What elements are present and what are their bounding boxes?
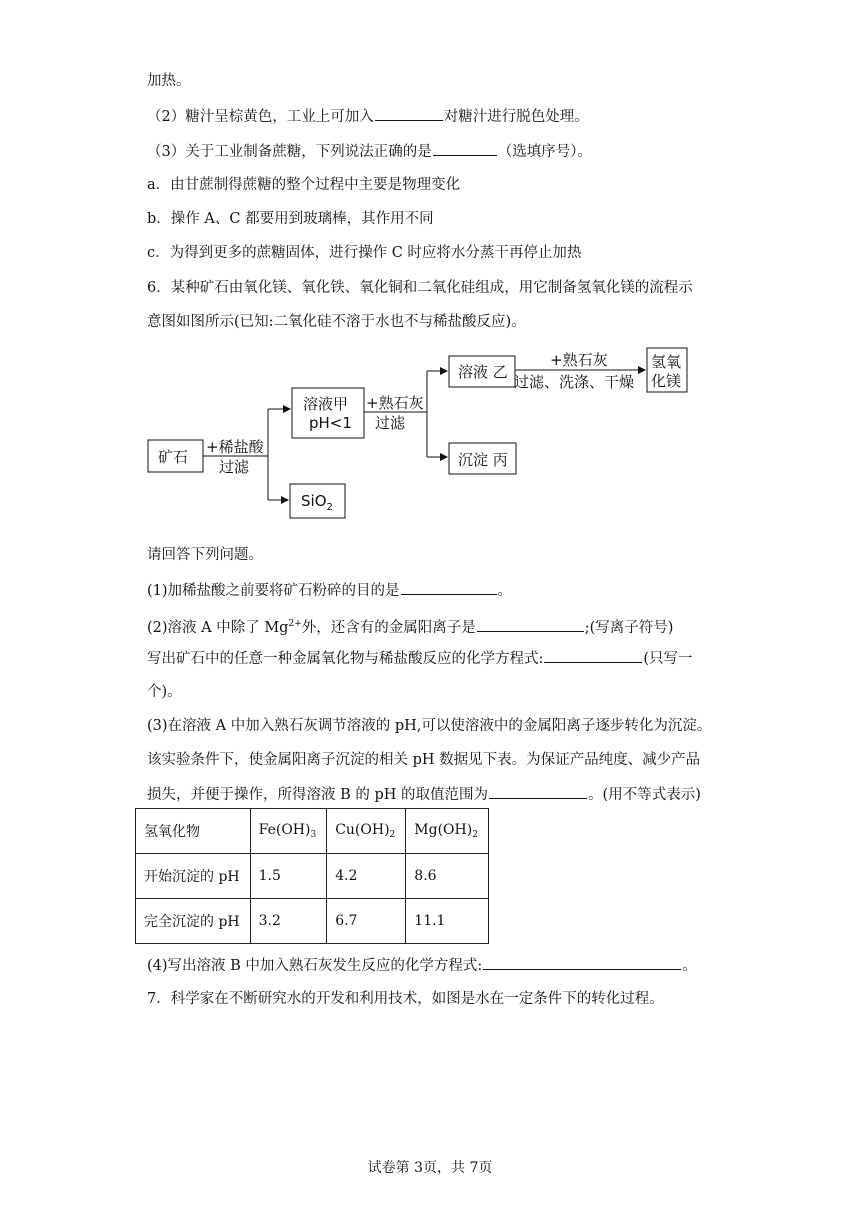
question-7: 7．科学家在不断研究水的开发和利用技术，如图是水在一定条件下的转化过程。: [147, 991, 664, 1007]
table-cell: 3.2: [250, 899, 327, 944]
part-4-end: 。: [682, 958, 697, 974]
superscript: 2+: [288, 619, 302, 629]
answer-blank[interactable]: [433, 141, 497, 156]
label-ph: pH<1: [309, 414, 352, 432]
part-2-text: (2)溶液 A 中除了 Mg: [147, 620, 289, 636]
option-c: c．为得到更多的蔗糖固体，进行操作 C 时应将水分蒸干再停止加热: [147, 245, 582, 261]
table-cell: 11.1: [406, 899, 489, 944]
table-cell: 4.2: [327, 854, 406, 899]
question-3: [147, 141, 592, 162]
label-product-2: 化镁: [651, 372, 682, 390]
label-product-1: 氢氧: [651, 353, 682, 371]
part-2-continued: 个)。: [147, 684, 182, 700]
answer-blank[interactable]: [483, 955, 681, 970]
answer-blank[interactable]: [477, 617, 584, 632]
label-solution-b: 溶液 乙: [458, 363, 508, 381]
part-1-text: (1)加稀盐酸之前要将矿石粉碎的目的是: [147, 583, 400, 599]
answer-blank[interactable]: [375, 106, 443, 121]
part-4-text: (4)写出溶液 B 中加入熟石灰发生反应的化学方程式:: [147, 958, 483, 974]
label-filter-2: 过滤: [375, 414, 406, 432]
table-cell: 8.6: [406, 854, 489, 899]
answer-blank[interactable]: [401, 580, 497, 595]
label-wash: 过滤、洗涤、干燥: [514, 373, 635, 391]
label-precipitate: 沉淀 丙: [458, 451, 508, 469]
table-row: [136, 809, 489, 854]
table-cell: 完全沉淀的 pH: [136, 899, 251, 944]
part-1-end: 。: [497, 583, 513, 599]
answer-blank[interactable]: [489, 784, 587, 799]
part-1: [147, 580, 512, 601]
label-acid: +稀盐酸: [206, 438, 264, 456]
table-cell: $Cu(OH)_2$: [327, 809, 406, 854]
part-3-line2: 该实验条件下，使金属阳离子沉淀的相关 pH 数据见下表。为保证产品纯度、减少产品: [147, 752, 701, 768]
table-row: [136, 854, 489, 899]
table-cell: 6.7: [327, 899, 406, 944]
q3-text-end: （选填序号）。: [497, 144, 592, 160]
question-2: [147, 106, 589, 127]
table-row: [136, 899, 489, 944]
answer-blank[interactable]: [544, 648, 642, 663]
q3-text: （3）关于工业制备蔗糖，下列说法正确的是: [147, 144, 432, 160]
table-cell: $Mg(OH)_2$: [406, 809, 489, 854]
part-2-eq-end: (只写一: [643, 651, 693, 667]
part-3-end: 。(用不等式表示): [588, 787, 701, 803]
ph-table: [135, 808, 489, 944]
label-solution-a: 溶液甲: [303, 395, 349, 413]
part-2: [147, 614, 673, 638]
part-3-line3: [147, 784, 701, 805]
part-2-equation: [147, 648, 693, 669]
line-heating: 加热。: [147, 73, 191, 89]
label-ore: 矿石: [158, 448, 189, 466]
label-sio2-sub: 2: [326, 502, 333, 513]
question-6-line1: 6．某种矿石由氧化镁、氧化铁、氧化铜和二氧化硅组成，用它制备氢氧化镁的流程示: [147, 280, 693, 296]
label-sio2: SiO$_2$: [301, 492, 333, 513]
part-3-text: 损失，并便于操作，所得溶液 B 的 pH 的取值范围为: [147, 787, 489, 803]
option-b: b．操作 A、C 都要用到玻璃棒，其作用不同: [147, 211, 434, 227]
part-3-line1: (3)在溶液 A 中加入熟石灰调节溶液的 pH,可以使溶液中的金属阳离子逐步转化为沉淀。: [147, 718, 712, 734]
page-footer: 试卷第 3页，共 7页: [367, 1160, 493, 1176]
part-2-end: ;(写离子符号): [584, 620, 674, 636]
table-cell: $Fe(OH)_3$: [250, 809, 327, 854]
table-cell: 氢氧化物: [136, 809, 251, 854]
q2-text: （2）糖汁呈棕黄色，工业上可加入: [147, 109, 374, 125]
part-4: [147, 955, 697, 976]
flow-diagram: [0, 340, 860, 530]
part-2-eq-text: 写出矿石中的任意一种金属氧化物与稀盐酸反应的化学方程式:: [147, 651, 544, 667]
part-2-text-mid: 外，还含有的金属阳离子是: [301, 620, 476, 636]
option-a: a．由甘蔗制得蔗糖的整个过程中主要是物理变化: [147, 177, 461, 193]
table-cell: 开始沉淀的 pH: [136, 854, 251, 899]
table-cell: 1.5: [250, 854, 327, 899]
label-filter-1: 过滤: [219, 458, 250, 476]
ask-line: 请回答下列问题。: [147, 547, 263, 563]
question-6-line2: 意图如图所示(已知:二氧化硅不溶于水也不与稀盐酸反应)。: [147, 314, 526, 330]
q2-text-end: 对糖汁进行脱色处理。: [443, 109, 589, 125]
label-lime-2: +熟石灰: [550, 351, 608, 369]
label-lime-1: +熟石灰: [366, 394, 424, 412]
